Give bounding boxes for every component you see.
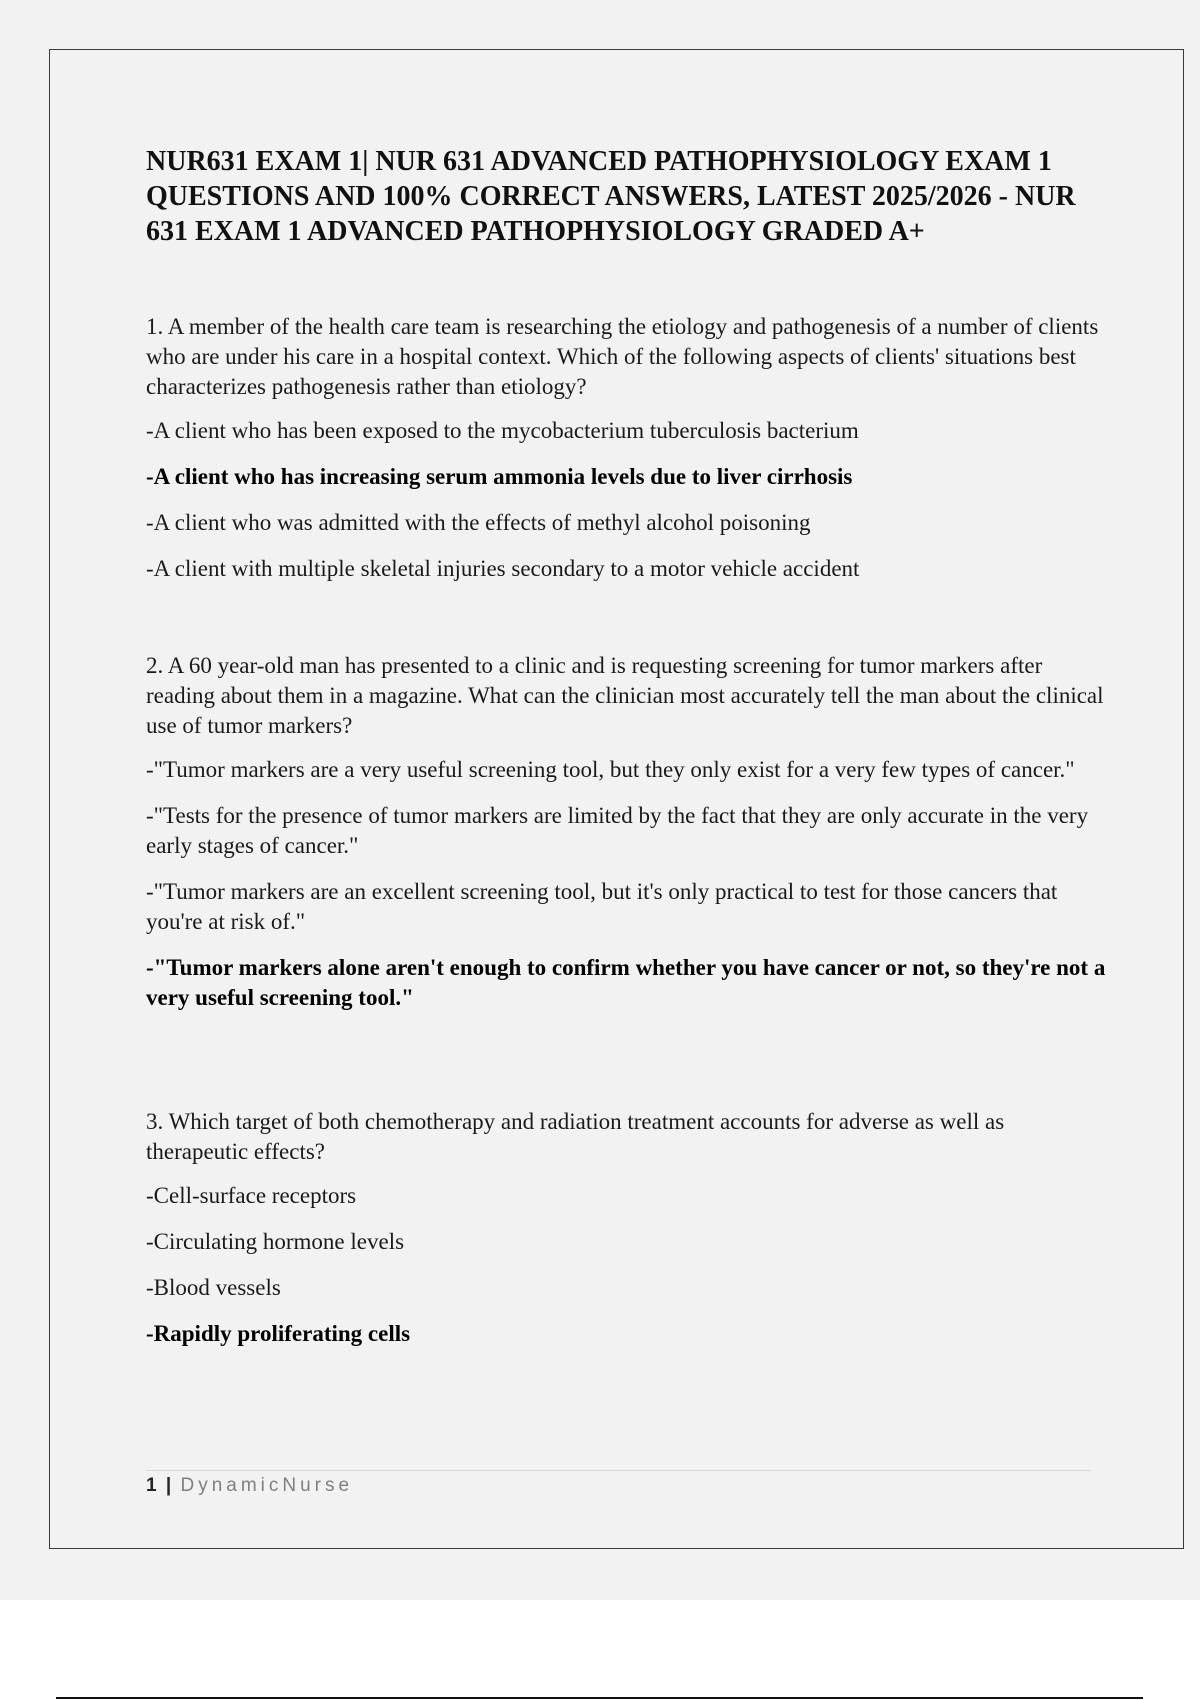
answer-option: -"Tests for the presence of tumor markers are limited by the fact that they are only accurate in the very early stages of cancer." bbox=[146, 803, 1089, 858]
answer-option: -Cell-surface receptors bbox=[146, 1183, 357, 1208]
footer-separator: | bbox=[165, 1475, 172, 1496]
question-2 bbox=[146, 651, 1106, 1029]
answer-option-correct: -Rapidly proliferating cells bbox=[146, 1321, 411, 1346]
question-1 bbox=[146, 312, 1106, 600]
page-number: 1 bbox=[146, 1475, 157, 1496]
page-footer bbox=[146, 1470, 1091, 1497]
question-stem: 2. A 60 year-old man has presented to a clinic and is requesting screening for tumor markers after reading about them in a magazine. What can the clinician most accurately tell the man about the clinical use of tumor markers? bbox=[146, 653, 1104, 738]
document-title: NUR631 EXAM 1| NUR 631 ADVANCED PATHOPHYSIOLOGY EXAM 1 QUESTIONS AND 100% CORRECT ANSWERS, LATEST 2025/2026 - NUR 631 EXAM 1 ADVANCED PATHOPHYSIOLOGY GRADED A+ bbox=[146, 146, 1076, 247]
answer-option-correct: -"Tumor markers alone aren't enough to confirm whether you have cancer or not, so they're not a very useful screening tool." bbox=[146, 955, 1106, 1010]
footer-brand: DynamicNurse bbox=[180, 1475, 354, 1496]
answer-option: -Circulating hormone levels bbox=[146, 1229, 405, 1254]
bottom-rule bbox=[56, 1697, 1143, 1699]
answer-option: -A client who has been exposed to the mycobacterium tuberculosis bacterium bbox=[146, 418, 859, 443]
question-stem: 1. A member of the health care team is researching the etiology and pathogenesis of a number of clients who are under his care in a hospital context. Which of the following aspects of clients' situations best characterizes pathogenesis rather than etiology? bbox=[146, 314, 1099, 399]
question-3 bbox=[146, 1107, 1106, 1365]
answer-option: -"Tumor markers are a very useful screening tool, but they only exist for a very few types of cancer." bbox=[146, 757, 1075, 782]
page-content bbox=[146, 144, 1106, 249]
document-page bbox=[49, 49, 1184, 1549]
answer-option: -Blood vessels bbox=[146, 1275, 281, 1300]
answer-option: -A client who was admitted with the effects of methyl alcohol poisoning bbox=[146, 510, 811, 535]
answer-option: -A client with multiple skeletal injuries secondary to a motor vehicle accident bbox=[146, 556, 860, 581]
answer-option: -"Tumor markers are an excellent screening tool, but it's only practical to test for those cancers that you're at risk of." bbox=[146, 879, 1058, 934]
question-stem: 3. Which target of both chemotherapy and radiation treatment accounts for adverse as well as therapeutic effects? bbox=[146, 1109, 1005, 1164]
answer-option-correct: -A client who has increasing serum ammonia levels due to liver cirrhosis bbox=[146, 464, 853, 489]
